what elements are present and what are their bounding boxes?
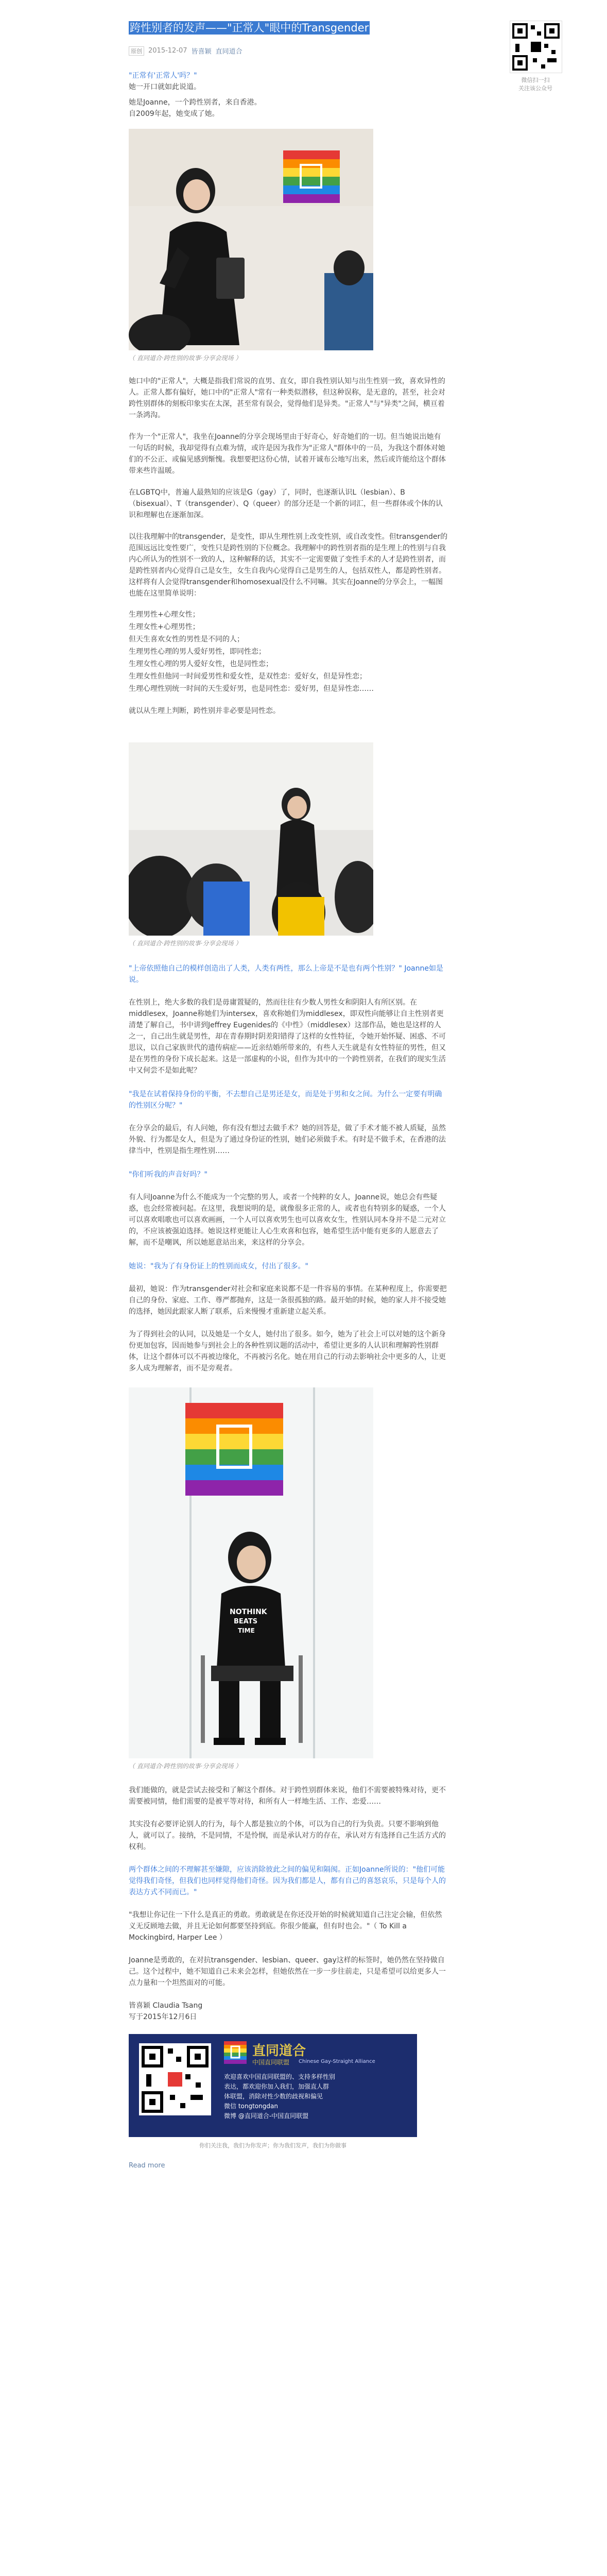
author-link[interactable]: 皆喜颖 bbox=[191, 48, 212, 56]
account-link[interactable]: 直同道合 bbox=[215, 48, 242, 56]
paragraph: 为了得到社会的认同，以及她是一个女人，她付出了很多。如今，她为了社会上可以对她的这个新身份更加包容，因而她参与到社会上的各种性别议题的活动中，希望让更多的人认识和理解跨性别群体，让这个群体可以不再被边缘化，不再被污名化。她在用自己的行动去影响社会中更多的人，让更多人成为理解者，而不是旁观者。 bbox=[129, 1330, 446, 1372]
brand-logo-icon bbox=[224, 2041, 247, 2064]
svg-text:TIME: TIME bbox=[238, 1627, 255, 1634]
paragraph: 在LGBTQ中，普遍人最熟知的应该是G（gay）了，同时，也逐渐认识L（lesbian）、B（bisexual）、T（transgender）、Q（queer）的部分还是一个新的词汇，但一些群体或个体的认识和理解也在逐渐加深。 bbox=[129, 488, 443, 519]
pull-quote: "上帝依照他自己的模样创造出了人类，人类有两性，那么上帝是不是也有两个性别？" Joanne如是说。 bbox=[129, 964, 443, 984]
brand-name: 直同道合 bbox=[252, 2043, 306, 2059]
list-item: 生理女性但他同一时间爱男性和爱女性，是双性恋：爱好女，但是异性恋； bbox=[129, 672, 367, 681]
title-wrap bbox=[129, 21, 396, 37]
photo-portrait-graphic bbox=[129, 1387, 373, 1758]
readmore-wrap bbox=[129, 2160, 448, 2170]
paragraph: Joanne是勇敢的，在对抗transgender、lesbian、queer、gay这样的标签时，她仍然在坚持做自己。这个过程中，她不知道自己未来会怎样，但她依然在一步一步往前走，只是希望可以给更多人一点力量和一个坦然面对的可能。 bbox=[129, 1956, 446, 1987]
paragraph: 在性别上，绝大多数的我们是毋庸置疑的，然而往往有少数人男性女和阴阳人有所区别。在middlesex，Joanne称她们为intersex，喜欢称她们为middlesex，即双性向能够让自主性别者更清楚了解自己，书中讲到Jeffrey Eugenides的《中性》（middlesex）这部作品，她也是这样的人之一，自己出生就是男性，却在青春期时阴差阳错得了这样的女性特征，令她开始怀疑、困惑、不可思议，以自己家族世代的遗传病症——近亲结婚所带来的，有些人天生就是有女性特征的男性，但又是在男性的身份下成长起来。这是一部虚构的小说，但作为其中的一个跨性别者，在我们的现实生活中又何尝不是如此呢？ bbox=[129, 998, 446, 1075]
svg-text:BEATS: BEATS bbox=[234, 1618, 258, 1625]
banner-footnote: 你们关注我，我们为你发声；你为我们发声，我们为你做事 bbox=[199, 2142, 346, 2149]
photo-caption: （ 直同道合·跨性别的故事·分享会现场 ） bbox=[129, 1762, 242, 1770]
banner-contact: 微信 tongtongdan bbox=[224, 2103, 278, 2110]
banner-line: 表达，都欢迎你加入我们，加强直人群 bbox=[224, 2083, 329, 2090]
list-item: 生理男性心理的男人爱好男性，即同性恋； bbox=[129, 648, 266, 656]
brand-subtitle: Chinese Gay-Straight Alliance bbox=[299, 2059, 375, 2064]
brand-name-en: 中国直同联盟 bbox=[252, 2059, 290, 2066]
identity-list bbox=[129, 608, 448, 695]
paragraph: 其实没有必要评论别人的行为，每个人都是独立的个体，可以为自己的行为负责。只要不影响到他人，就可以了。接纳，不是同情，不是怜悯，而是承认对方的存在，承认对方有选择自己生活方式的权利。 bbox=[129, 1820, 446, 1851]
list-item: 生理女性+心理男性； bbox=[129, 623, 200, 631]
pull-quote: "我是在试着保持身份的平衡，不去想自己是男还是女，而是处于男和女之间。为什么一定要有明确的性别区分呢？" bbox=[129, 1090, 442, 1110]
paragraph: 在分享会的最后，有人问她，你有没有想过去做手术？她的回答是，做了手术才能不被人质疑，虽然外貌、行为都是女人，但是为了通过身份证的性别，她们必须做手术。有时是不做手术，在香港的法律当中，性别是指生理性别…… bbox=[129, 1124, 446, 1155]
paragraph: 以往我理解中的transgender，是变性，即从生理性别上改变性别，或自改变性。但transgender的范围远远比变性要广，变性只是跨性别的下位概念。我理解中的跨性别者指的是生理上的性别与自我内心所认为的性别不一致的人，这种解释的话，其实不一定需要做了变性手术的人才是跨性别者，而是跨性别者内心觉得自己是女生，女生自我内心觉得自己是男生的人，包括双性人，都是跨性别者。这样将有人会觉得transgender和homosexual没什么不同嘛。其实在Joanne的分享会上，一幅图也能在这里简单说明： bbox=[129, 533, 448, 598]
article-title: 跨性别者的发声——"正常人"眼中的Transgender bbox=[130, 22, 369, 34]
intro-line: 她一开口就如此说道。 bbox=[129, 83, 201, 91]
pull-quote: 她说："我为了有身份证上的性别而成女，付出了很多。" bbox=[129, 1262, 308, 1270]
paragraph: 就以从生理上判断，跨性别并非必要是同性恋。 bbox=[129, 707, 280, 715]
original-tag: 原创 bbox=[129, 46, 144, 56]
signature-date: 写于2015年12月6日 bbox=[129, 2013, 197, 2021]
rainbow-flag-icon bbox=[283, 150, 340, 203]
svg-text:NOTHINK: NOTHINK bbox=[230, 1608, 267, 1616]
intro-quote: "正常有'正常人'吗？" bbox=[129, 72, 197, 80]
paragraph: 我们能做的，就是尝试去接受和了解这个群体。对于跨性别群体来说，他们不需要被特殊对待，更不需要被同情，他们需要的是被平等对待，和所有人一样地生活、工作、恋爱…… bbox=[129, 1786, 446, 1806]
paragraph: 有人问Joanne为什么不能成为一个完整的男人，或者一个纯粹的女人，Joanne说，她总会有些疑惑，也会经常被问起。在这里，我想说明的是，就像很多正常的人，或者也有特别多的疑惑，一个人可以喜欢唱歌也可以喜欢画画，一个人可以喜欢男生也可以喜欢女生，性别认同本身并不是二元对立的，不应该被强迫选择。她说这样更能让人心生欢喜和包容，她希望生活中能有更多的人愿意去了解，而不是嘲讽，所以她愿意站出来，来这样的分享会。 bbox=[129, 1193, 446, 1247]
list-item: 生理男性+心理女性； bbox=[129, 611, 200, 619]
list-item: 但天生喜欢女性的男性是不同的人； bbox=[129, 635, 244, 643]
photo-audience bbox=[129, 742, 373, 936]
intro bbox=[129, 70, 448, 120]
photo-caption: （ 直同道合·跨性别的故事·分享会现场 ） bbox=[129, 940, 242, 947]
paragraph: "我想让你记住一下什么是真正的勇敢。勇敢就是在你还没开始的时候就知道自己注定会输，但依然义无反顾地去做，并且无论如何都要坚持到底。你很少能赢，但有时也会。"（ To Kill a Mockingbird, Harper Lee ） bbox=[129, 1911, 442, 1942]
qr-hint-line: 关注该公众号 bbox=[518, 85, 552, 92]
photo-audience-graphic bbox=[129, 742, 373, 936]
intro-line: 自2009年起，她变成了她。 bbox=[129, 110, 219, 118]
section-3 bbox=[129, 1785, 448, 2023]
banner-contact: 微博 @直同道合-中国直同联盟 bbox=[224, 2112, 309, 2120]
banner-line: 欢迎喜欢中国直同联盟的、支持多样性别 bbox=[224, 2073, 336, 2080]
photo-speaker bbox=[129, 129, 373, 350]
banner-text bbox=[224, 2072, 409, 2121]
list-item: 生理女性心理的男人爱好女性，也是同性恋； bbox=[129, 660, 273, 668]
paragraph: 最初，她说：作为transgender对社会和家庭来说都不是一件容易的事情。在某种程度上，你需要把自己的身份、家庭、工作、尊严都抛弃，这是一条很孤独的路。最开始的时候，她的家人并不接受她的选择，她因此跟家人断了联系，后来慢慢才重新建立起关系。 bbox=[129, 1285, 447, 1316]
rainbow-flag-icon bbox=[185, 1403, 283, 1496]
intro-line: 她是Joanne，一个跨性别者，来自香港。 bbox=[129, 98, 262, 107]
promo-banner bbox=[129, 2034, 417, 2137]
section-1 bbox=[129, 376, 448, 599]
qr-code-icon bbox=[510, 21, 562, 73]
paragraph: 作为一个"正常人"，我坐在Joanne的分享会现场里由于好奇心，好奇她们的一切。但当她说出她有一句话的时候，我却觉得有点难为情，或许是因为我作为"正常人"群体中的一员，为我这个群体对她们的不公正、或偏见感到惭愧。我想要把这份心情，试着开诚布公地写出来，然后或许能给这个群体带来些许温暖。 bbox=[129, 433, 446, 475]
article-meta bbox=[129, 46, 448, 56]
qr-code-icon bbox=[139, 2043, 211, 2115]
qr-hint-line: 微信扫一扫 bbox=[521, 77, 550, 83]
banner-line: 体联盟，消除对性少数的歧视和偏见 bbox=[224, 2093, 323, 2100]
article-column bbox=[129, 0, 448, 2170]
pull-quote: 两个群体之间的不理解甚至嫌隙，应该消除彼此之间的偏见和隔阂。正如Joanne所说的："他们可能觉得我们奇怪，但我们也同样觉得他们奇怪。因为我们都是人，都有自己的喜怒哀乐，只是每个人的表达方式不同而已。" bbox=[129, 1866, 446, 1896]
photo-speaker-graphic bbox=[129, 129, 373, 350]
photo-caption: （ 直同道合·跨性别的故事·分享会现场 ） bbox=[129, 354, 242, 362]
qr-panel bbox=[510, 21, 561, 93]
paragraph: 她口中的"正常人"，大概是指我们常说的直男、直女，即自我性别认知与出生性别一致，喜欢异性的人。正常人都有偏好，她口中的"正常人"常有一种类似潜移，但这种误称，是无意的，甚至，社会对跨性别群体的刻板印象实在太深，甚至常有误会，觉得他们是异类。"正常人"与"异类"之间，横亘着一条鸿沟。 bbox=[129, 377, 445, 419]
list-item: 生理心理性别统一时间的天生爱好男，也是同性恋：爱好男，但是异性恋…… bbox=[129, 685, 374, 693]
publish-date: 2015-12-07 bbox=[148, 47, 187, 55]
signature-name: 皆喜颖 Claudia Tsang bbox=[129, 2002, 203, 2010]
section-2 bbox=[129, 963, 448, 1374]
pull-quote: "你们听我的声音好吗？" bbox=[129, 1171, 207, 1179]
photo-portrait bbox=[129, 1387, 373, 1758]
read-more-link[interactable]: Read more bbox=[129, 2162, 165, 2170]
qr-hint bbox=[510, 76, 561, 93]
